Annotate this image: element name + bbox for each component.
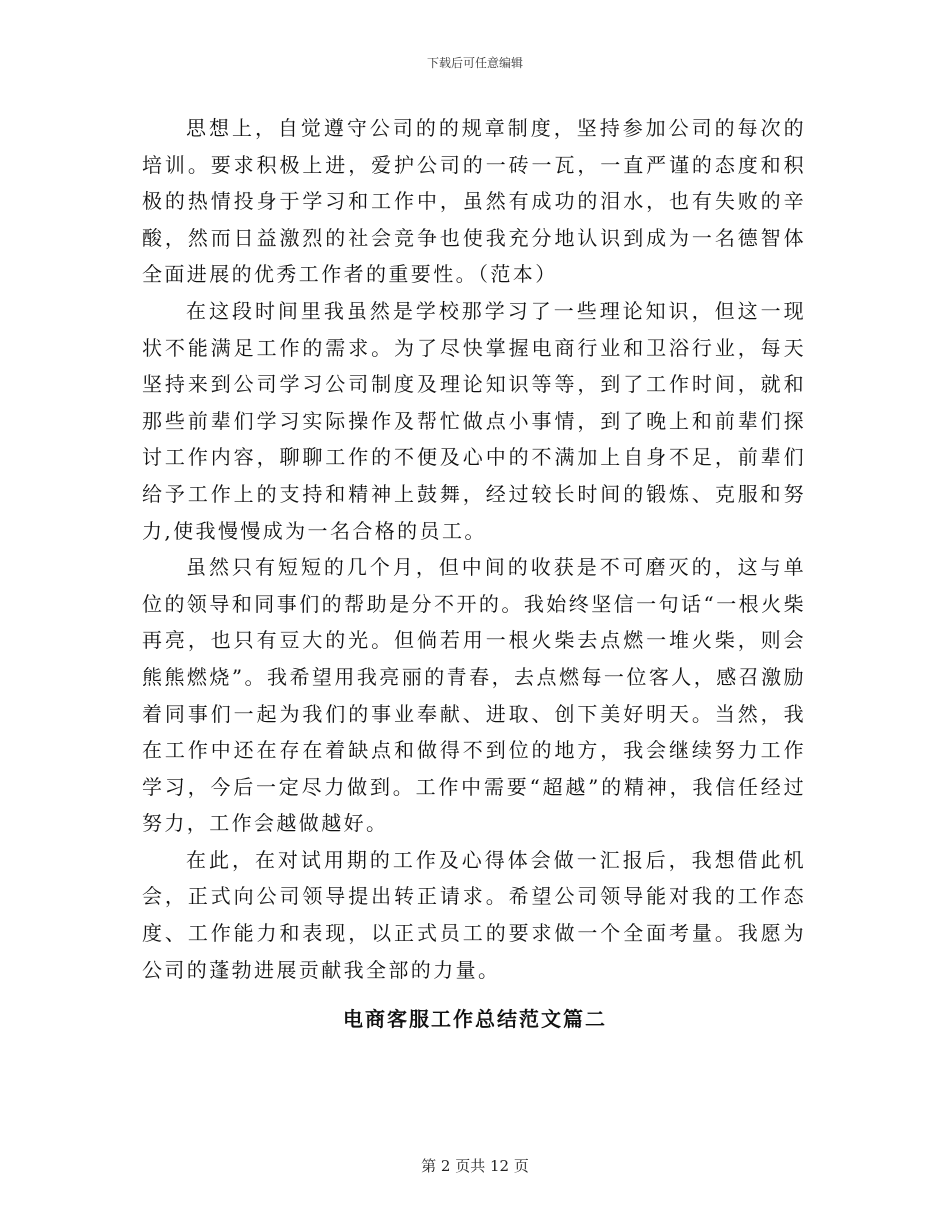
- section-title: 电商客服工作总结范文篇二: [343, 1007, 607, 1031]
- document-body: [142, 110, 806, 988]
- paragraph-1: 思想上，自觉遵守公司的的规章制度，坚持参加公司的每次的培训。要求积极上进，爱护公司的一砖一瓦，一直严谨的态度和积极的热情投身于学习和工作中，虽然有成功的泪水，也有失败的辛酸，然而日益激烈的社会竞争也使我充分地认识到成为一名德智体全面进展的优秀工作者的重要性。（范本）: [142, 116, 806, 287]
- paragraph-2: 在这段时间里我虽然是学校那学习了一些理论知识，但这一现状不能满足工作的需求。为了尽快掌握电商行业和卫浴行业，每天坚持来到公司学习公司制度及理论知识等等，到了工作时间，就和那些前辈们学习实际操作及帮忙做点小事情，到了晚上和前辈们探讨工作内容，聊聊工作的不便及心中的不满加上自身不足，前辈们给予工作上的支持和精神上鼓舞，经过较长时间的锻炼、克服和努力,使我慢慢成为一名合格的员工。: [142, 298, 806, 543]
- page-footer: 第 2 页共 12 页: [421, 1157, 529, 1175]
- paragraph-3: 虽然只有短短的几个月，但中间的收获是不可磨灭的，这与单位的领导和同事们的帮助是分不开的。我始终坚信一句话“一根火柴再亮，也只有豆大的光。但倘若用一根火柴去点燃一堆火柴，则会熊熊燃烧”。我希望用我亮丽的青春，去点燃每一位客人，感召激励着同事们一起为我们的事业奉献、进取、创下美好明天。当然，我在工作中还在存在着缺点和做得不到位的地方，我会继续努力工作学习，今后一定尽力做到。工作中需要“超越”的精神，我信任经过努力，工作会越做越好。: [142, 555, 806, 836]
- paragraph-4: 在此，在对试用期的工作及心得体会做一汇报后，我想借此机会，正式向公司领导提出转正请求。希望公司领导能对我的工作态度、工作能力和表现，以正式员工的要求做一个全面考量。我愿为公司的蓬勃进展贡献我全部的力量。: [142, 847, 806, 982]
- page-header: 下载后可任意编辑: [426, 56, 523, 70]
